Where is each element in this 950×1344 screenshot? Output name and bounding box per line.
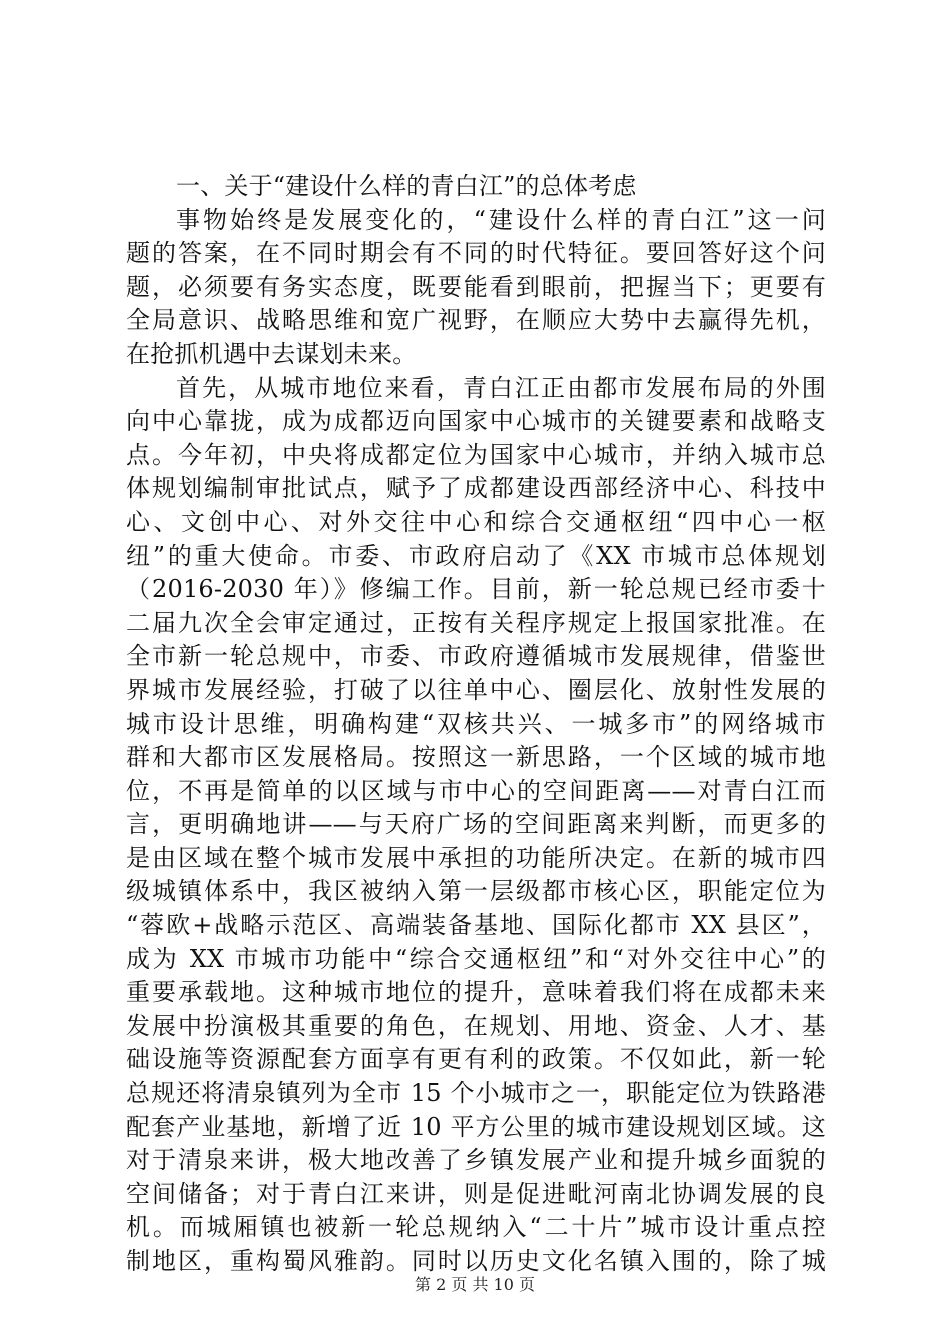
paragraph-2-line: 配套产业基地，新增了近 10 平方公里的城市建设规划区域。这 — [126, 1112, 826, 1141]
paragraph-2-line: 首先，从城市地位来看，青白江正由都市发展布局的外围 — [176, 373, 826, 402]
document-body — [126, 170, 826, 1279]
paragraph-2-line: 机。而城厢镇也被新一轮总规纳入“二十片”城市设计重点控 — [126, 1213, 826, 1242]
paragraph-2-line: （2016-2030 年）》修编工作。目前，新一轮总规已经市委十 — [126, 575, 826, 604]
paragraph-2-line: 空间储备；对于青白江来讲，则是促进毗河南北协调发展的良 — [126, 1179, 826, 1208]
paragraph-2-line: 成为 XX 市城市功能中“综合交通枢纽”和“对外交往中心”的 — [126, 944, 826, 973]
section-heading: 一、关于“建设什么样的青白江”的总体考虑 — [176, 172, 637, 200]
paragraph-2-line: 向中心靠拢，成为成都迈向国家中心城市的关键要素和战略支 — [126, 407, 826, 436]
paragraph-2-line: “蓉欧+战略示范区、高端装备基地、国际化都市 XX 县区”， — [126, 911, 826, 940]
page-number-footer: 第 2 页 共 10 页 — [415, 1275, 535, 1294]
paragraph-2-line: 点。今年初，中央将成都定位为国家中心城市，并纳入城市总 — [126, 440, 826, 469]
paragraph-2-line: 位，不再是简单的以区域与市中心的空间距离——对青白江而 — [126, 776, 826, 805]
paragraph-2-line: 全市新一轮总规中，市委、市政府遵循城市发展规律，借鉴世 — [126, 642, 826, 671]
paragraph-1-line: 题，必须要有务实态度，既要能看到眼前，把握当下；更要有 — [126, 272, 826, 301]
paragraph-2-line: 对于清泉来讲，极大地改善了乡镇发展产业和提升城乡面貌的 — [126, 1146, 826, 1175]
paragraph-1-line: 在抢抓机遇中去谋划未来。 — [126, 339, 417, 368]
paragraph-2-line: 群和大都市区发展格局。按照这一新思路，一个区域的城市地 — [126, 743, 826, 772]
paragraph-2-line: 言，更明确地讲——与天府广场的空间距离来判断，而更多的 — [126, 810, 826, 839]
paragraph-2-line: 城市设计思维，明确构建“双核共兴、一城多市”的网络城市 — [126, 709, 826, 738]
paragraph-2-line: 总规还将清泉镇列为全市 15 个小城市之一，职能定位为铁路港 — [126, 1079, 826, 1108]
paragraph-2-line: 二届九次全会审定通过，正按有关程序规定上报国家批准。在 — [126, 608, 826, 637]
paragraph-2-line: 级城镇体系中，我区被纳入第一层级都市核心区，职能定位为 — [126, 877, 826, 906]
paragraph-1-line: 题的答案，在不同时期会有不同的时代特征。要回答好这个问 — [126, 239, 826, 268]
paragraph-2-line: 体规划编制审批试点，赋予了成都建设西部经济中心、科技中 — [126, 474, 826, 503]
paragraph-1-line: 全局意识、战略思维和宽广视野，在顺应大势中去赢得先机， — [126, 306, 826, 335]
paragraph-2-line: 界城市发展经验，打破了以往单中心、圈层化、放射性发展的 — [126, 675, 826, 704]
paragraph-2-line: 是由区域在整个城市发展中承担的功能所决定。在新的城市四 — [126, 843, 826, 872]
paragraph-1-line: 事物始终是发展变化的，“建设什么样的青白江”这一问 — [176, 205, 826, 234]
paragraph-2-line: 心、文创中心、对外交往中心和综合交通枢纽“四中心一枢 — [126, 507, 826, 536]
paragraph-2-line: 重要承载地。这种城市地位的提升，意味着我们将在成都未来 — [126, 978, 826, 1007]
paragraph-2-line: 发展中扮演极其重要的角色，在规划、用地、资金、人才、基 — [126, 1011, 826, 1040]
paragraph-2-line: 础设施等资源配套方面享有更有利的政策。不仅如此，新一轮 — [126, 1045, 826, 1074]
paragraph-2-line: 纽”的重大使命。市委、市政府启动了《XX 市城市总体规划 — [126, 541, 826, 570]
paragraph-2-line: 制地区，重构蜀风雅韵。同时以历史文化名镇入围的，除了城 — [126, 1247, 826, 1275]
